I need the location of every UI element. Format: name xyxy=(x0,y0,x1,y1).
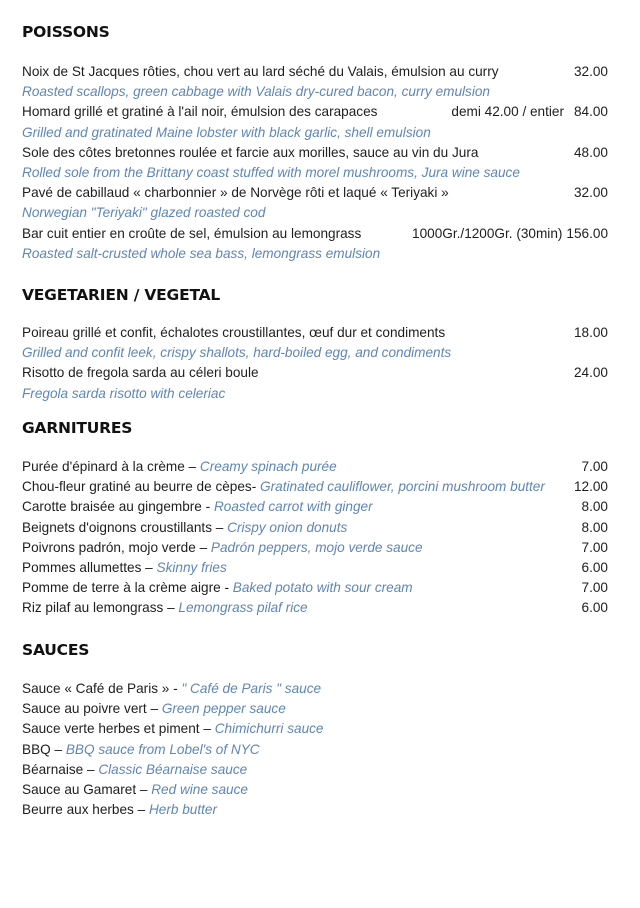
sauce-item xyxy=(22,740,608,760)
item-price: 12.00 xyxy=(573,479,608,495)
item-separator: – xyxy=(212,519,228,535)
item-portion: 1000Gr./1200Gr. (30min) xyxy=(412,225,563,241)
item-name-fr: Pomme de terre à la crème aigre xyxy=(22,580,221,596)
item-separator: – xyxy=(163,600,179,616)
item-name-fr: Riz pilaf au lemongrass xyxy=(22,600,164,616)
item-name-fr: Noix de St Jacques rôties, chou vert au lard séché du Valais, émulsion au curry xyxy=(22,64,499,79)
sauce-item xyxy=(22,699,608,719)
item-name-en: Roasted salt-crusted whole sea bass, lemongrass emulsion xyxy=(22,245,381,261)
item-portion: demi 42.00 / entier xyxy=(451,104,564,120)
item-name-fr: Sauce verte herbes et piment xyxy=(22,721,200,737)
item-name-en: Roasted carrot with ginger xyxy=(213,499,373,515)
sauce-item xyxy=(22,800,608,820)
garnish-item xyxy=(22,578,608,598)
item-name-en: Crispy onion donuts xyxy=(227,519,348,535)
menu-item xyxy=(22,323,608,363)
garnish-item xyxy=(22,518,608,538)
sauce-item xyxy=(22,719,608,739)
item-separator: – xyxy=(141,559,157,575)
item-name-fr: Sauce « Café de Paris » xyxy=(22,681,170,696)
item-name-en: Grilled and gratinated Maine lobster with black garlic, shell emulsion xyxy=(22,124,431,140)
item-separator: - xyxy=(251,479,261,495)
item-name-en: Baked potato with sour cream xyxy=(232,580,413,596)
item-name-fr: Beurre aux herbes xyxy=(22,802,134,818)
section-title: SAUCES xyxy=(22,641,90,659)
item-name-en: Gratinated cauliflower, porcini mushroom butter xyxy=(260,479,545,495)
item-separator: – xyxy=(83,761,99,777)
item-name-en: Herb butter xyxy=(148,802,217,818)
item-name-en: Red wine sauce xyxy=(151,781,248,797)
item-price: 8.00 xyxy=(581,519,608,535)
item-name-en: Fregola sarda risotto with celeriac xyxy=(22,385,226,401)
item-name-en: Classic Béarnaise sauce xyxy=(98,761,248,777)
item-price: 18.00 xyxy=(573,325,608,340)
item-price: 6.00 xyxy=(581,600,608,616)
item-name-fr: Purée d'épinard à la crème xyxy=(22,459,185,474)
item-name-en: Rolled sole from the Brittany coast stuffed with morel mushrooms, Jura wine sauce xyxy=(22,164,520,180)
item-price: 7.00 xyxy=(581,580,608,596)
menu-item xyxy=(22,224,608,264)
item-name-fr: Carotte braisée au gingembre xyxy=(22,499,202,515)
garnish-item xyxy=(22,598,608,618)
item-price: 32.00 xyxy=(573,185,608,201)
item-name-fr: Beignets d'oignons croustillants xyxy=(22,519,213,535)
item-name-en: Padrón peppers, mojo verde sauce xyxy=(210,539,423,555)
menu-item xyxy=(22,183,608,223)
item-name-fr: Poireau grillé et confit, échalotes croustillantes, œuf dur et condiments xyxy=(22,325,446,340)
item-price: 84.00 xyxy=(573,104,608,120)
item-name-fr: Sauce au poivre vert xyxy=(22,701,147,717)
item-name-fr: Pommes allumettes xyxy=(22,559,142,575)
garnish-item xyxy=(22,477,608,497)
item-separator: - xyxy=(169,681,182,696)
item-name-en: Creamy spinach purée xyxy=(199,459,337,474)
item-name-fr: Chou-fleur gratiné au beurre de cèpes xyxy=(22,479,252,495)
menu-item xyxy=(22,62,608,102)
item-name-fr: Bar cuit entier en croûte de sel, émulsion au lemongrass xyxy=(22,225,362,241)
item-separator: – xyxy=(184,459,200,474)
section-title: VEGETARIEN / VEGETAL xyxy=(22,286,221,304)
menu-item xyxy=(22,102,608,142)
garnish-item xyxy=(22,497,608,517)
item-separator: – xyxy=(146,701,162,717)
section-title: POISSONS xyxy=(22,23,110,41)
item-separator: – xyxy=(199,721,215,737)
section-garnitures xyxy=(22,418,608,619)
item-price: 156.00 xyxy=(566,225,608,241)
item-price: 24.00 xyxy=(573,365,608,381)
item-name-en: Grilled and confit leek, crispy shallots, hard-boiled egg, and condiments xyxy=(22,345,452,361)
item-name-en: Norwegian "Teriyaki" glazed roasted cod xyxy=(22,205,266,221)
item-separator: - xyxy=(220,580,233,596)
item-name-fr: Risotto de fregola sarda au céleri boule xyxy=(22,365,259,381)
item-name-en: Skinny fries xyxy=(156,559,227,575)
item-name-fr: BBQ xyxy=(22,741,51,757)
item-name-fr: Poivrons padrón, mojo verde xyxy=(22,539,196,555)
item-separator: - xyxy=(201,499,214,515)
sauce-item xyxy=(22,679,608,699)
section-title: GARNITURES xyxy=(22,419,133,437)
item-separator: – xyxy=(50,741,66,757)
garnish-item xyxy=(22,558,608,578)
item-separator: – xyxy=(195,539,211,555)
item-name-en: Lemongrass pilaf rice xyxy=(178,600,308,616)
section-sauces xyxy=(22,640,608,820)
sauce-item xyxy=(22,780,608,800)
garnish-item xyxy=(22,538,608,558)
item-name-fr: Homard grillé et gratiné à l'ail noir, émulsion des carapaces xyxy=(22,104,378,120)
item-name-en: Green pepper sauce xyxy=(161,701,286,717)
menu-item xyxy=(22,143,608,183)
item-separator: – xyxy=(133,802,149,818)
sauce-item xyxy=(22,760,608,780)
item-name-en: BBQ sauce from Lobel's of NYC xyxy=(65,741,260,757)
item-name-fr: Pavé de cabillaud « charbonnier » de Norvège rôti et laqué « Teriyaki » xyxy=(22,185,449,201)
item-name-en: " Café de Paris " sauce xyxy=(181,681,322,696)
item-price: 48.00 xyxy=(573,144,608,160)
item-price: 6.00 xyxy=(581,559,608,575)
section-poissons xyxy=(22,22,608,264)
menu-item xyxy=(22,363,608,403)
item-price: 7.00 xyxy=(581,459,608,474)
item-name-fr: Béarnaise xyxy=(22,761,84,777)
item-name-en: Roasted scallops, green cabbage with Valais dry-cured bacon, curry emulsion xyxy=(22,84,490,100)
item-price: 32.00 xyxy=(573,64,608,79)
item-price: 8.00 xyxy=(581,499,608,515)
item-name-fr: Sole des côtes bretonnes roulée et farcie aux morilles, sauce au vin du Jura xyxy=(22,144,479,160)
item-name-en: Chimichurri sauce xyxy=(214,721,324,737)
item-name-fr: Sauce au Gamaret xyxy=(22,781,137,797)
section-vegetarien xyxy=(22,285,608,404)
garnish-item xyxy=(22,457,608,477)
item-separator: – xyxy=(136,781,152,797)
item-price: 7.00 xyxy=(581,539,608,555)
